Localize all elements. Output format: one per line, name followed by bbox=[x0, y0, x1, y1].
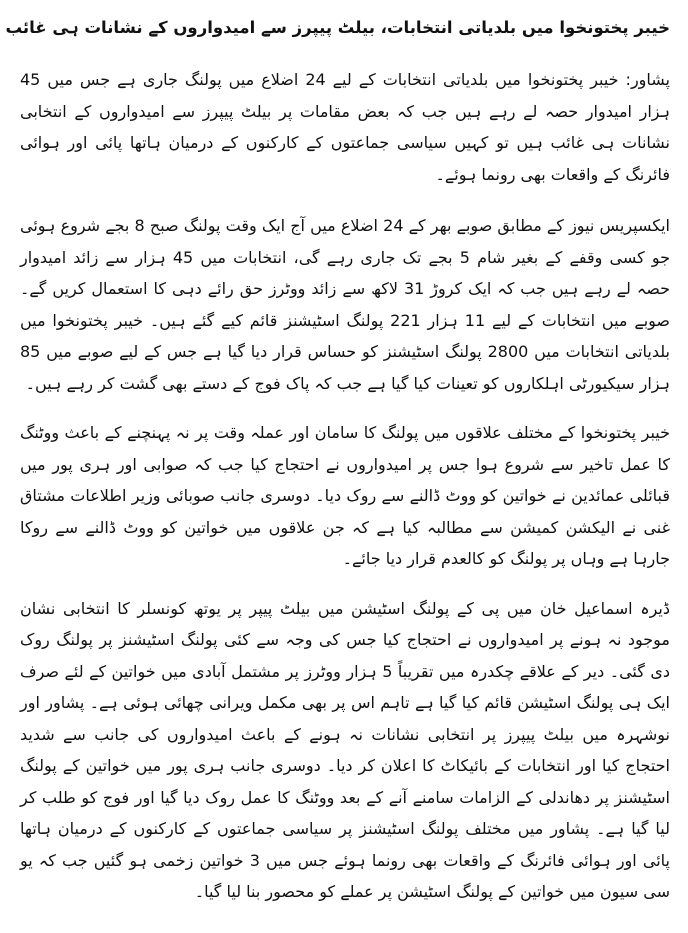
article-paragraph-1: پشاور: خیبر پختونخوا میں بلدیاتی انتخابات کے لیے 24 اضلاع میں پولنگ جاری ہے جس میں 45 ہزار امیدوار حصہ لے رہے ہیں جب کہ بعض مقامات پر بیلٹ پیپرز سے امیدواروں کے انتخابی نشانات ہی غائب ہیں تو کہیں سیاسی جماعتوں کے کارکنوں کے درمیان ہاتھا پائی اور ہوائی فائرنگ کے واقعات بھی رونما ہوئے۔ bbox=[20, 70, 670, 184]
article-paragraph-3: خیبر پختونخوا کے مختلف علاقوں میں پولنگ کا سامان اور عملہ وقت پر نہ پہنچنے کے باعث ووٹنگ کا عمل تاخیر سے شروع ہوا جس پر امیدواروں نے احتجاج کیا جب کہ صوابی اور ہری پور میں قبائلی عمائدین نے خواتین کو ووٹ ڈالنے سے روک دیا۔ دوسری جانب صوبائی وزیر اطلاعات مشتاق غنی نے الیکشن کمیشن سے مطالبہ کیا ہے کہ جن علاقوں میں خواتین کو ووٹ ڈالنے سے روکا جارہا ہے وہاں پر پولنگ کو کالعدم قرار دیا جائے۔ bbox=[20, 423, 670, 568]
article-paragraph-2: ایکسپریس نیوز کے مطابق صوبے بھر کے 24 اضلاع میں آج ایک وقت پولنگ صبح 8 بجے شروع ہوئی جو کسی وقفے کے بغیر شام 5 بجے تک جاری رہے گی، انتخابات میں 45 ہزار سے زائد امیدوار حصہ لے رہے ہیں جب کہ ایک کروڑ 31 لاکھ سے زائد ووٹرز حق رائے دہی کا استعمال کریں گے۔ صوبے میں انتخابات کے لیے 11 ہزار 221 پولنگ اسٹیشنز قائم کیے گئے ہیں۔ خیبر پختونخوا میں بلدیاتی انتخابات میں 2800 پولنگ اسٹیشنز کو حساس قرار دیا گیا ہے جس کے لیے صوبے میں 85 ہزار سیکیورٹی اہلکاروں کو تعینات کیا گیا ہے جب کہ پاک فوج کے دستے بھی گشت کر رہے ہیں۔ bbox=[20, 216, 671, 393]
article-headline: خیبر پختونخوا میں بلدیاتی انتخابات، بیلٹ پیپرز سے امیدواروں کے نشانات ہی غائب bbox=[5, 18, 670, 37]
article-paragraph-4: ڈیرہ اسماعیل خان میں پی کے پولنگ اسٹیشن میں بیلٹ پیپر پر یوتھ کونسلر کا انتخابی نشان موجود نہ ہونے پر امیدواروں نے احتجاج کیا جس کی وجہ سے کئی پولنگ اسٹیشنز پر پولنگ روک دی گئی۔ دیر کے علاقے چکدرہ میں تقریباً 5 ہزار ووٹرز پر مشتمل آبادی میں خواتین کے لئے صرف ایک ہی پولنگ اسٹیشن قائم کیا گیا ہے تاہم اس پر بھی مکمل ویرانی چھائی ہوئی ہے۔ پشاور اور نوشہرہ میں بیلٹ پیپرز پر انتخابی نشانات نہ ہونے کے باعث امیدواروں کی جانب سے شدید احتجاج کیا اور انتخابات کے بائیکاٹ کا اعلان کر دیا۔ دوسری جانب ہری پور میں خواتین کے پولنگ اسٹیشنز پر دھاندلی کے الزامات سامنے آنے کے بعد ووٹنگ کا عمل روک دیا گیا اور فوج کو طلب کر لیا گیا ہے۔ پشاور میں مختلف پولنگ اسٹیشنز پر سیاسی جماعتوں کے کارکنوں کے درمیان ہاتھا پائی اور ہوائی فائرنگ کے واقعات بھی رونما ہوئے جس میں 3 خواتین زخمی ہو گئیں جب کہ یو سی سیون میں خواتین کے پولنگ اسٹیشن پر عملے کو محصور بنا لیا گیا۔ bbox=[20, 598, 670, 901]
